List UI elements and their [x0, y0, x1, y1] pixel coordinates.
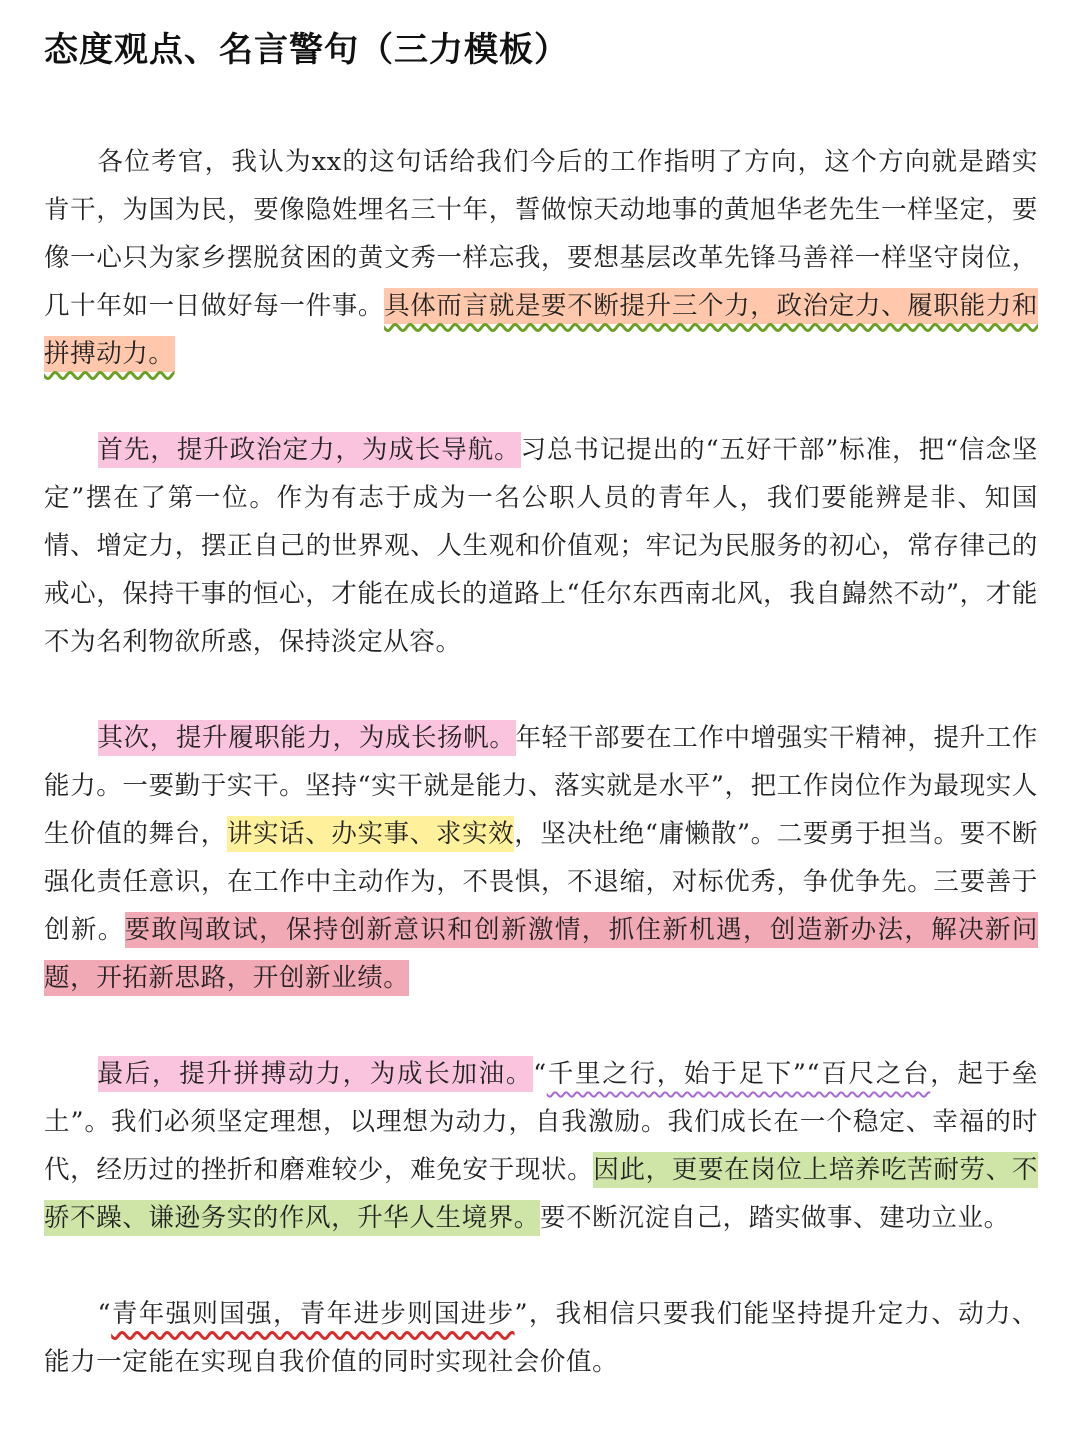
practical-highlight: 讲实话、办实事、求实效 — [227, 816, 514, 852]
paragraph-intro — [44, 138, 1038, 378]
ability-heading-highlight: 其次，提升履职能力，为成长扬帆。 — [98, 720, 516, 756]
proverb-underline: 千里之行，始于足下”“百尺之台 — [546, 1059, 931, 1089]
motivation-text-1: ，起于垒土”。我们必须坚定理想，以理想为动力，自我激励。我们成长在一个稳定、幸福的时代，经历过的挫折和磨难较少，难免安于现状。 — [44, 1059, 1038, 1185]
innovation-highlight: 要敢闯敢试，保持创新意识和创新激情，抓住新机遇，创造新办法，解决新问题，开拓新思路，开创新业绩。 — [44, 912, 1038, 996]
intro-text: 各位考官，我认为xx的这句话给我们今后的工作指明了方向，这个方向就是踏实肯干，为国为民，要像隐姓埋名三十年，誓做惊天动地事的黄旭华老先生一样坚定，要像一心只为家乡摆脱贫困的黄文秀一样忘我，要想基层改革先锋马善祥一样坚守岗位，几十年如一日做好每一件事。 — [44, 147, 1038, 321]
three-forces-highlight: 具体而言就是要不断提升三个力，政治定力、履职能力和拼搏动力。 — [44, 288, 1038, 372]
document-title: 态度观点、名言警句（三力模板） — [44, 30, 569, 70]
paragraph-conclusion — [44, 1290, 1038, 1386]
paragraph-political — [44, 426, 1038, 666]
political-text: 习总书记提出的“五好干部”标准，把“信念坚定”摆在了第一位。作为有志于成为一名公职人员的青年人，我们要能辨是非、知国情、增定力，摆正自己的世界观、人生观和价值观；牢记为民服务的初心，常存律己的戒心，保持干事的恒心，才能在成长的道路上“任尔东西南北风，我自巋然不动”，才能不为名利物欲所惑，保持淡定从容。 — [44, 435, 1038, 657]
conclusion-text: ”，我相信只要我们能坚持提升定力、动力、能力一定能在实现自我价值的同时实现社会价值。 — [44, 1299, 1038, 1377]
motivation-text-2: 要不断沉淀自己，踏实做事、建功立业。 — [539, 1203, 1010, 1233]
conclusion-open-quote: “ — [97, 1299, 112, 1329]
paragraph-ability — [44, 714, 1038, 1002]
paragraph-motivation — [44, 1050, 1038, 1242]
open-quote: “ — [533, 1059, 547, 1089]
ability-text-1: 年轻干部要在工作中增强实干精神，提升工作能力。一要勤于实干。坚持“实干就是能力、落实就是水平”，把工作岗位作为最现实人生价值的舞台， — [44, 723, 1038, 849]
ability-text-2: ，坚决杜绝“庸懒散”。二要勇于担当。要不断强化责任意识，在工作中主动作为，不畏惧，不退缩，对标优秀，争优争先。三要善于创新。 — [44, 819, 1038, 945]
political-heading-highlight: 首先，提升政治定力，为成长导航。 — [98, 432, 521, 468]
motivation-heading-highlight: 最后，提升拼搏动力，为成长加油。 — [98, 1056, 534, 1092]
style-highlight: 因此，更要在岗位上培养吃苦耐劳、不骄不躁、谦逊务实的作风，升华人生境界。 — [44, 1152, 1038, 1236]
youth-quote-underline: 青年强则国强，青年进步则国进步 — [111, 1299, 515, 1329]
